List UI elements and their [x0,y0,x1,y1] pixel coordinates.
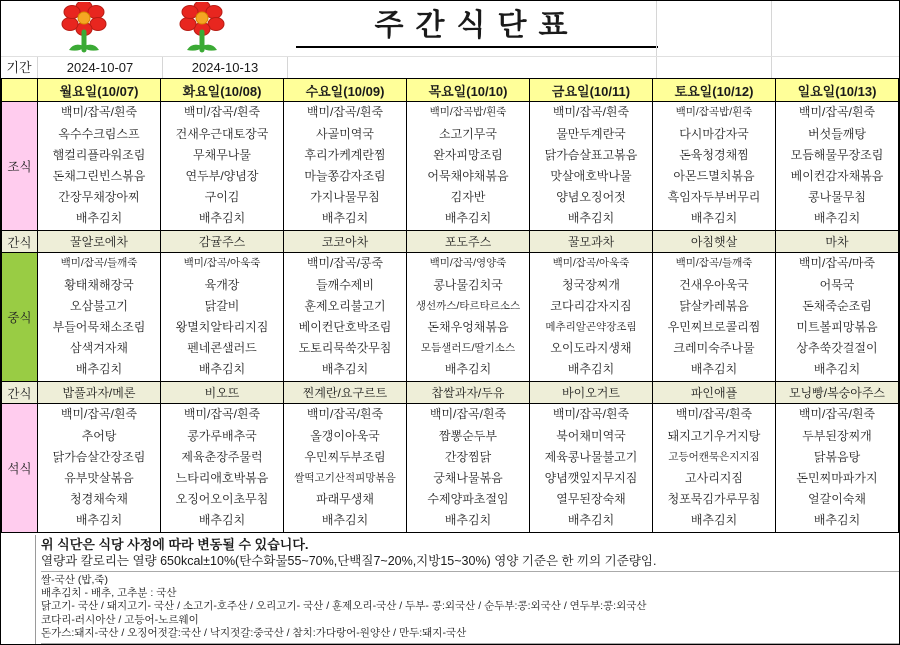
menu-item: 느타리애호박볶음 [175,471,269,485]
menu-item: 열무된장숙채 [556,492,626,507]
menu-item: 쌀떡고기산적피망볶음 [294,472,396,484]
origin-info-block [41,571,899,644]
menu-item: 유부맛살볶음 [64,471,134,485]
menu-item: 다시마감자국 [679,126,749,141]
snack-cell: 마차 [776,231,899,253]
menu-item: 배추김치 [690,513,738,528]
menu-item: 배추김치 [198,211,246,226]
menu-item: 백미/잡곡/들깨죽 [60,257,138,270]
snack-cell: 꿀알로에차 [38,231,161,253]
notes-line-2: 열량과 칼로리는 열량 650kcal±10%(탄수화물55~70%,단백질7~20%,지방15~30%) 영양 기준은 한 끼의 기준량임. [41,554,657,568]
menu-item: 백미/잡곡/콩죽 [306,256,384,271]
menu-item: 양념깻잎지무지짐 [544,471,638,485]
meal-label-cell: 석식 [2,404,38,533]
menu-cell [407,404,530,533]
menu-item: 닭볶음탕 [813,449,861,464]
menu-item: 버섯들깨탕 [808,126,866,141]
menu-cell [407,253,530,382]
day-header-cell: 월요일(10/07) [38,79,161,102]
menu-item: 간장무채장아찌 [58,190,140,205]
top-band [1,1,899,56]
menu-item: 간장찜닭 [444,449,492,464]
menu-item: 배추김치 [75,513,123,528]
menu-item: 베이컨단호박조림 [298,320,392,334]
page-title: 주간식단표 [296,1,658,48]
menu-item: 구이김 [204,190,240,205]
menu-item: 상추쑥갓걸절이 [796,341,878,356]
menu-item: 돈육청경채찜 [679,147,749,162]
menu-cell [407,102,530,231]
menu-cell [284,253,407,382]
menu-item: 닭가슴살표고볶음 [544,147,638,162]
menu-item: 파래무생채 [316,492,374,507]
origin-line: 배추김치 - 배추, 고추분 : 국산 [41,587,177,600]
menu-cell [530,253,653,382]
menu-item: 물만두계란국 [556,126,626,141]
menu-item: 양념오징어젓 [556,190,626,205]
meal-row [2,102,899,231]
snack-cell: 찐계란/요구르트 [284,382,407,404]
menu-item: 닭가슴살간장조림 [52,449,146,464]
menu-item: 궁채나물볶음 [433,471,503,485]
menu-item: 오삼불고기 [70,298,128,313]
menu-item: 무채무나물 [193,147,251,162]
menu-cell [776,404,899,533]
menu-item: 연두부/양념장 [185,169,259,183]
menu-item: 육개장 [204,277,240,292]
menu-item: 배추김치 [567,513,615,528]
menu-item: 삼색겨자채 [70,341,128,356]
menu-item: 북어채미역국 [556,428,626,443]
menu-item: 메추리알곤약장조림 [545,321,637,333]
menu-item: 돈민찌마파가지 [796,471,878,485]
menu-cell [284,102,407,231]
meal-label-cell: 중식 [2,253,38,382]
menu-item: 배추김치 [198,362,246,377]
snack-cell: 찹쌀과자/두유 [407,382,530,404]
menu-item: 백미/잡곡/흰죽 [60,105,138,120]
menu-item: 백미/잡곡/아욱죽 [552,257,630,270]
menu-cell [38,404,161,533]
menu-item: 크레미숙주나물 [673,341,755,356]
snack-cell: 파인애플 [653,382,776,404]
menu-item: 백미/잡곡/들깨죽 [675,257,753,270]
origin-line: 코다리-러시아산 / 고등어-노르웨이 [41,613,199,626]
snack-cell: 모닝빵/복숭아주스 [776,382,899,404]
meal-row [2,404,899,533]
menu-item: 배추김치 [321,211,369,226]
snack-cell: 포도주스 [407,231,530,253]
menu-item: 배추김치 [444,211,492,226]
menu-item: 오징어오이초무침 [175,492,269,507]
menu-cell [776,102,899,231]
menu-item: 오이도라지생채 [550,341,632,356]
menu-item: 콩나물김치국 [433,277,503,292]
menu-item: 백미/잡곡/흰죽 [183,105,261,120]
menu-item: 백미/잡곡밥/흰죽 [429,106,507,119]
menu-item: 황태채해장국 [64,277,134,292]
menu-item: 추어탕 [81,428,117,443]
menu-item: 배추김치 [813,211,861,226]
menu-item: 백미/잡곡/흰죽 [552,105,630,120]
menu-item: 배추김치 [690,362,738,377]
menu-item: 백미/잡곡/흰죽 [675,407,753,422]
menu-item: 배추김치 [321,513,369,528]
menu-item: 배추김치 [813,513,861,528]
snack-cell: 코코아차 [284,231,407,253]
menu-item: 배추김치 [321,362,369,377]
origin-line: 돈가스:돼지-국산 / 오징어젓갈:국산 / 낙지젓갈:중국산 / 참치:가다랑어-원양산 / 만두:돼지-국산 [41,626,467,639]
snack-cell: 비오뜨 [161,382,284,404]
meal-label-cell: 간식 [2,382,38,404]
day-header-cell: 일요일(10/13) [776,79,899,102]
period-start-date: 2024-10-07 [37,57,162,79]
menu-item: 닭살카레볶음 [679,298,749,313]
menu-item: 미트볼피망볶음 [796,320,878,334]
menu-item: 아몬드멸치볶음 [673,169,755,183]
corner-cell [2,79,38,102]
menu-item: 왕멸치알타리지짐 [175,320,269,334]
period-end-date: 2024-10-13 [162,57,288,79]
menu-item: 배추김치 [813,362,861,377]
snack-cell: 바이오거트 [530,382,653,404]
menu-item: 훈제오리불고기 [304,298,386,313]
menu-cell [653,102,776,231]
menu-item: 백미/잡곡/아욱죽 [183,257,261,270]
notes-line-1: 위 식단은 식당 사정에 따라 변동될 수 있습니다. [41,537,309,552]
menu-item: 코다리감자지짐 [550,298,632,313]
flower-decoration [1,2,284,56]
menu-item: 흑임자두부버무리 [667,190,761,205]
menu-item: 콩가루배추국 [187,428,257,443]
snack-cell: 아침햇살 [653,231,776,253]
menu-item: 백미/잡곡/마죽 [798,256,876,271]
menu-item: 부들어묵채소조림 [52,320,146,334]
period-label: 기간 [6,60,32,75]
menu-item: 배추김치 [444,362,492,377]
menu-item: 후리가케계란찜 [304,147,386,162]
menu-item: 배추김치 [567,211,615,226]
menu-cell [653,404,776,533]
snack-cell: 꿀모과차 [530,231,653,253]
menu-item: 어묵국 [819,277,855,292]
menu-item: 우민찌브로콜리찜 [667,320,761,334]
menu-item: 생선까스/타르타르소스 [415,299,521,312]
menu-item: 김자반 [450,190,486,205]
menu-item: 수제양파초절임 [427,492,509,507]
menu-item: 백미/잡곡/영양죽 [429,257,507,270]
menu-item: 닭갈비 [204,298,240,313]
menu-item: 우민찌두부조림 [304,449,386,464]
menu-cell [38,102,161,231]
menu-item: 돼지고기우거지탕 [667,428,761,443]
menu-item: 두부된장찌개 [802,428,872,443]
day-header-cell: 토요일(10/12) [653,79,776,102]
menu-item: 모듬해물무장조림 [790,147,884,162]
menu-cell [530,102,653,231]
menu-grid-body [2,79,899,533]
menu-item: 백미/잡곡/흰죽 [429,407,507,422]
menu-cell [38,253,161,382]
day-header-cell: 금요일(10/11) [530,79,653,102]
menu-cell [284,404,407,533]
menu-item: 청포묵김가루무침 [667,492,761,507]
menu-item: 고등어캔묵은지지짐 [668,450,760,463]
menu-item: 돈채죽순조림 [802,298,872,313]
period-row [1,56,899,79]
menu-item: 백미/잡곡/흰죽 [552,407,630,422]
menu-item: 배추김치 [198,513,246,528]
menu-cell [530,404,653,533]
menu-item: 베이컨감자채볶음 [790,169,884,183]
menu-item: 백미/잡곡/흰죽 [798,105,876,120]
origin-line: 닭고기- 국산 / 돼지고기- 국산 / 소고기-호주산 / 오리고기- 국산 / 훈제오리-국산 / 두부- 콩:외국산 / 순두부:콩:외국산 / 연두부:콩:외국산 [41,600,647,613]
day-header-cell: 화요일(10/08) [161,79,284,102]
menu-table-wrap [1,78,899,533]
menu-item: 사골미역국 [316,126,374,141]
snack-row [2,231,899,253]
menu-item: 제육춘장주물럭 [181,449,263,464]
flower-icon [38,2,130,54]
menu-item: 얼갈이숙채 [808,492,866,507]
menu-item: 배추김치 [690,211,738,226]
menu-item: 백미/잡곡/흰죽 [798,407,876,422]
menu-item: 건새우근대토장국 [175,126,269,141]
menu-item: 백미/잡곡/흰죽 [306,105,384,120]
meal-row [2,253,899,382]
day-header-cell: 목요일(10/10) [407,79,530,102]
menu-item: 도토리묵쑥갓무침 [298,341,392,356]
menu-item: 제육콩나물불고기 [544,449,638,464]
menu-item: 모듬샐러드/딸기소스 [420,342,516,355]
menu-item: 완자피망조림 [433,147,503,162]
menu-item: 소고기무국 [439,126,497,141]
menu-item: 돈채그린빈스볶음 [52,169,146,183]
menu-item: 돈채우엉채볶음 [427,320,509,334]
menu-item: 배추김치 [75,362,123,377]
menu-item: 백미/잡곡/흰죽 [60,407,138,422]
menu-item: 어묵채야채볶음 [427,169,509,183]
meal-label-cell: 조식 [2,102,38,231]
meal-label-cell: 간식 [2,231,38,253]
menu-item: 배추김치 [444,513,492,528]
menu-item: 백미/잡곡/흰죽 [183,407,261,422]
menu-item: 햄컬리플라워조림 [52,147,146,162]
snack-cell: 밥풀과자/메론 [38,382,161,404]
menu-item: 청경채숙채 [70,492,128,507]
flower-icon [156,2,248,54]
menu-cell [161,253,284,382]
menu-item: 백미/잡곡밥/흰죽 [675,106,753,119]
origin-line: 쌀-국산 (밥,죽) [41,574,109,586]
menu-item: 짬뽕순두부 [439,428,497,443]
menu-item: 건새우아욱국 [679,277,749,292]
menu-item: 들깨수제비 [316,277,374,292]
menu-item: 가지나물무침 [310,190,380,205]
menu-item: 콩나물무침 [808,190,866,205]
menu-item: 배추김치 [567,362,615,377]
notes-section [1,535,899,644]
menu-item: 맛살애호박나물 [550,169,632,183]
menu-item: 올갱이아욱국 [310,428,380,443]
menu-cell [161,404,284,533]
notes-inner [35,535,899,644]
menu-item: 옥수수크림스프 [58,126,140,141]
menu-cell [161,102,284,231]
snack-row [2,382,899,404]
menu-item: 마늘쫑감자조림 [304,169,386,183]
menu-item: 백미/잡곡/흰죽 [306,407,384,422]
menu-grid [1,78,899,533]
menu-cell [653,253,776,382]
menu-cell [776,253,899,382]
day-header-cell: 수요일(10/09) [284,79,407,102]
menu-item: 고사리지짐 [685,471,743,485]
menu-item: 청국장찌개 [562,277,620,292]
menu-item: 배추김치 [75,211,123,226]
snack-cell: 감귤주스 [161,231,284,253]
menu-item: 펜네콘샐러드 [187,341,257,356]
